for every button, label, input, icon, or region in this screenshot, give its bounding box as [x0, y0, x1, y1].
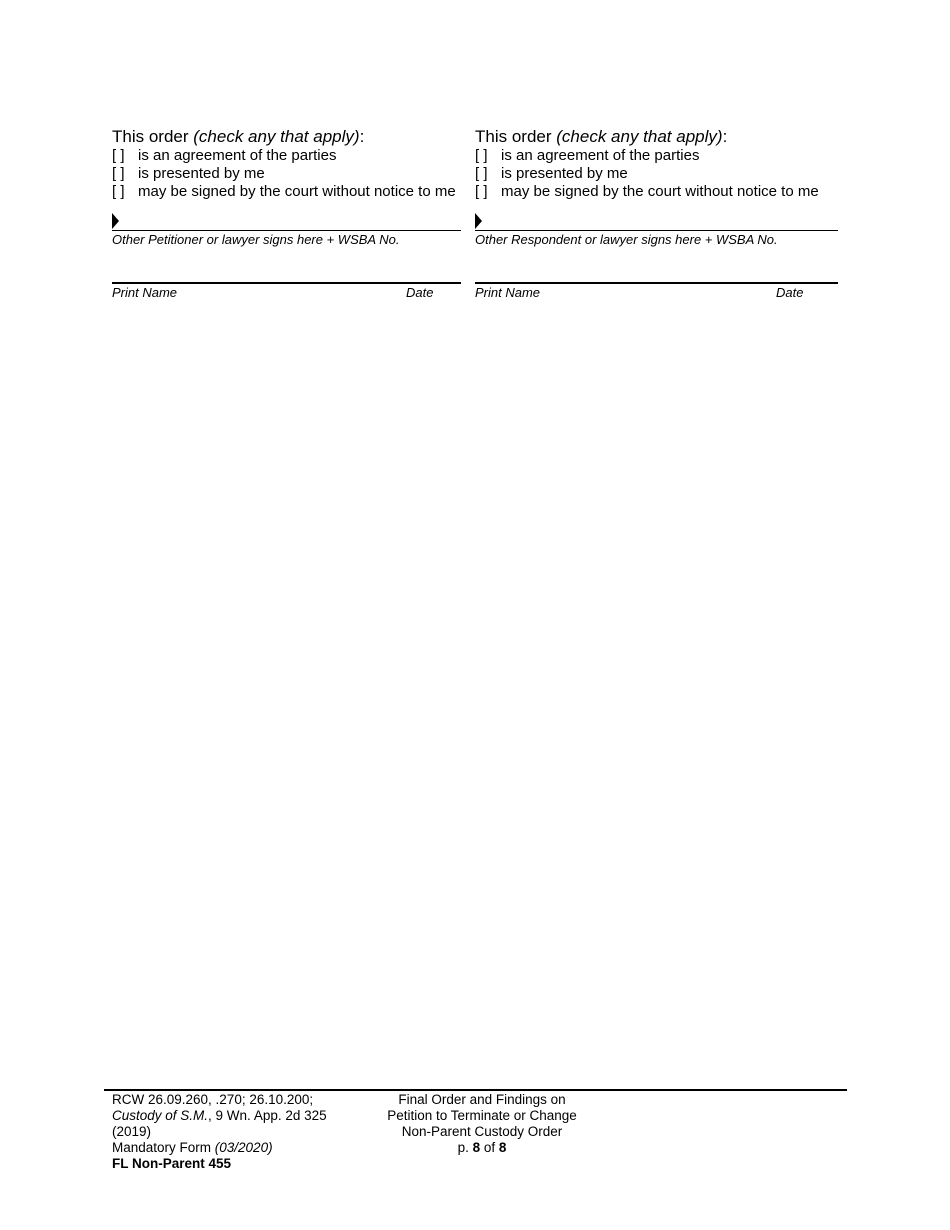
option-presented-row[interactable]: [ ] is presented by me	[112, 165, 265, 182]
print-name-label: Print Name	[475, 285, 541, 300]
date-label: Date	[776, 285, 804, 300]
footer-statute-line: RCW 26.09.260, .270; 26.10.200;	[112, 1092, 314, 1107]
footer-title-line-2: Petition to Terminate or Change	[387, 1108, 577, 1123]
date-label: Date	[406, 285, 434, 300]
checkbox[interactable]: [ ]	[475, 165, 488, 182]
signature-field[interactable]	[475, 209, 840, 231]
footer-case-line: Custody of S.M., 9 Wn. App. 2d 325	[112, 1108, 327, 1123]
page-number: p. 8 of 8	[457, 1140, 507, 1155]
checkbox[interactable]: [ ]	[112, 183, 125, 200]
print-name-field[interactable]	[475, 248, 840, 284]
signature-line	[112, 230, 461, 231]
checkbox[interactable]: [ ]	[475, 147, 488, 164]
signature-caption: Other Respondent or lawyer signs here + WSBA No.	[475, 232, 778, 247]
name-date-caption	[475, 285, 840, 301]
option-agreement-row[interactable]: [ ] is an agreement of the parties	[475, 147, 700, 164]
option-no-notice-row[interactable]: [ ] may be signed by the court without notice to me	[112, 183, 456, 200]
signature-field[interactable]	[112, 209, 477, 231]
signature-caption: Other Petitioner or lawyer signs here + WSBA No.	[112, 232, 400, 247]
name-date-caption	[112, 285, 477, 301]
checkbox[interactable]: [ ]	[475, 183, 488, 200]
footer-title-line-1: Final Order and Findings on	[398, 1092, 566, 1107]
footer-divider	[104, 1089, 847, 1091]
respondent-signature-block	[475, 127, 840, 301]
option-no-notice-row[interactable]: [ ] may be signed by the court without notice to me	[475, 183, 819, 200]
sign-here-arrow-icon	[475, 213, 482, 229]
order-type-heading: This order (check any that apply):	[112, 127, 365, 146]
print-name-label: Print Name	[112, 285, 178, 300]
footer-citation	[112, 1092, 327, 1172]
petitioner-signature-block	[112, 127, 477, 301]
footer-title	[352, 1092, 612, 1156]
print-name-line	[475, 282, 838, 284]
order-type-heading: This order (check any that apply):	[475, 127, 728, 146]
checkbox[interactable]: [ ]	[112, 147, 125, 164]
footer-year-line: (2019)	[112, 1124, 152, 1139]
option-presented-row[interactable]: [ ] is presented by me	[475, 165, 628, 182]
option-agreement-row[interactable]: [ ] is an agreement of the parties	[112, 147, 337, 164]
sign-here-arrow-icon	[112, 213, 119, 229]
signature-line	[475, 230, 838, 231]
footer-mandatory-form: Mandatory Form (03/2020)	[112, 1140, 273, 1155]
print-name-field[interactable]	[112, 248, 477, 284]
print-name-line	[112, 282, 461, 284]
footer-title-line-3: Non-Parent Custody Order	[401, 1124, 563, 1139]
footer-form-number: FL Non-Parent 455	[112, 1156, 232, 1171]
checkbox[interactable]: [ ]	[112, 165, 125, 182]
